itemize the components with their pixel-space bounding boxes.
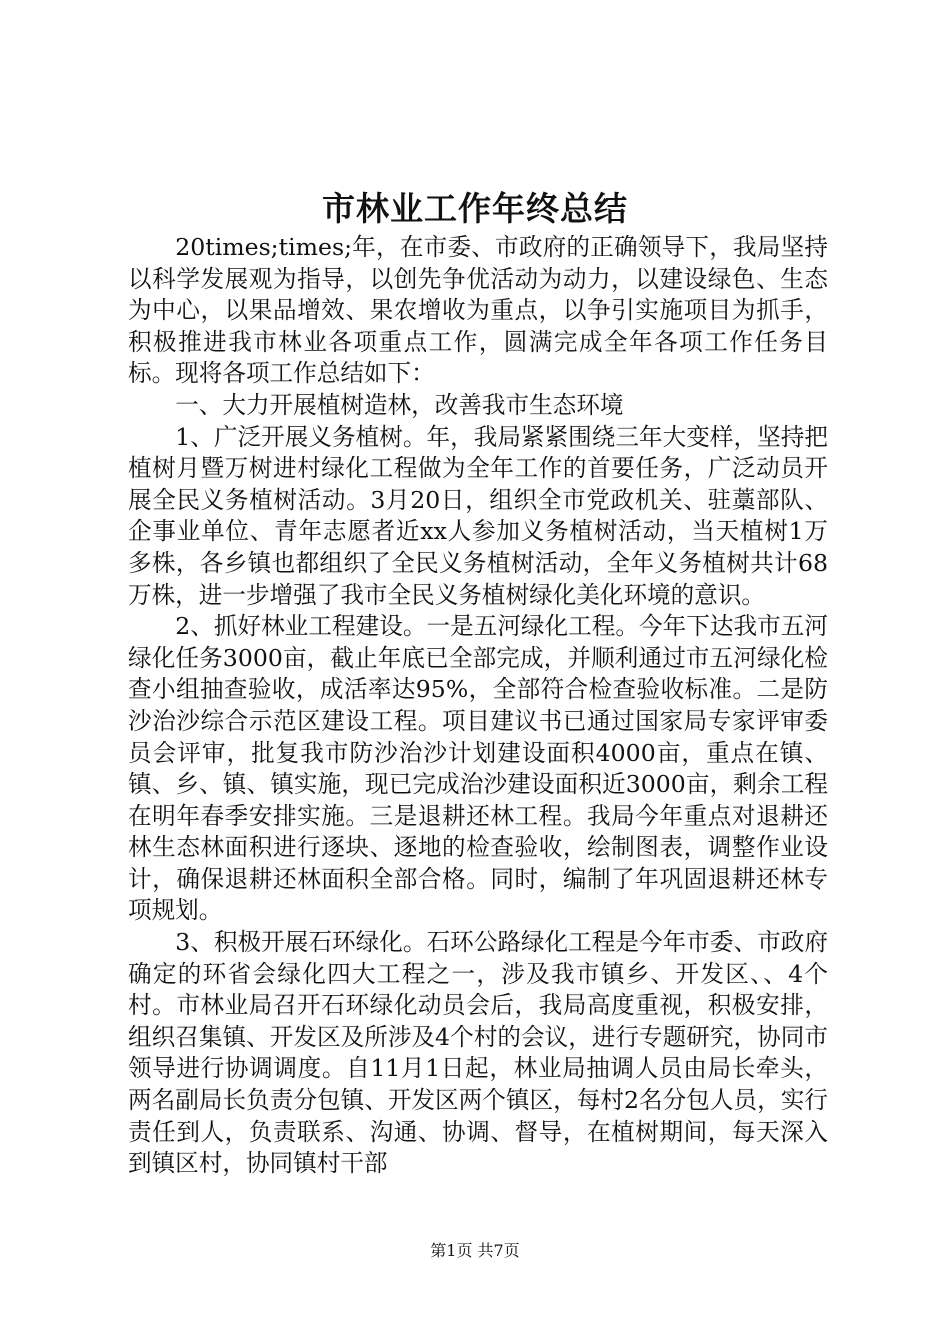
paragraph-forestry-projects: 2、抓好林业工程建设。一是五河绿化工程。今年下达我市五河绿化任务3000亩，截止年底已全部完成，并顺利通过市五河绿化检查小组抽查验收，成活率达95%，全部符合检查验收标准。二是防沙治沙综合示范区建设工程。项目建议书已通过国家局专家评审委员会评审，批复我市防沙治沙计划建设面积4000亩，重点在镇、镇、乡、镇、镇实施，现已完成治沙建设面积近3000亩，剩余工程在明年春季安排实施。三是退耕还林工程。我局今年重点对退耕还林生态林面积进行逐块、逐地的检查验收，绘制图表，调整作业设计，确保退耕还林面积全部合格。同时，编制了年巩固退耕还林专项规划。 xyxy=(128,612,828,925)
paragraph-intro: 20times;times;年，在市委、市政府的正确领导下，我局坚持以科学发展观为指导，以创先争优活动为动力，以建设绿色、生态为中心，以果品增效、果农增收为重点，以争引实施项目为抓手，积极推进我市林业各项重点工作，圆满完成全年各项工作任务目标。现将各项工作总结如下： xyxy=(128,233,828,388)
document-body xyxy=(128,232,828,1180)
paragraph-ring-road-greening: 3、积极开展石环绿化。石环公路绿化工程是今年市委、市政府确定的环省会绿化四大工程之一，涉及我市镇乡、开发区、、4个村。市林业局召开石环绿化动员会后，我局高度重视，积极安排，组织召集镇、开发区及所涉及4个村的会议，进行专题研究，协同市领导进行协调调度。自11月1日起，林业局抽调人员由局长牵头，两名副局长负责分包镇、开发区两个镇区，每村2名分包人员，实行责任到人，负责联系、沟通、协调、督导，在植树期间，每天深入到镇区村，协同镇村干部 xyxy=(128,928,828,1178)
document-title: 市林业工作年终总结 xyxy=(322,189,628,228)
page-number-footer: 第1页 共7页 xyxy=(430,1241,520,1260)
section-heading-1: 一、大力开展植树造林，改善我市生态环境 xyxy=(175,390,624,419)
paragraph-voluntary-planting: 1、广泛开展义务植树。年，我局紧紧围绕三年大变样，坚持把植树月暨万树进村绿化工程做为全年工作的首要任务，广泛动员开展全民义务植树活动。3月20日，组织全市党政机关、驻藁部队、企事业单位、青年志愿者近xx人参加义务植树活动，当天植树1万多株，各乡镇也都组织了全民义务植树活动，全年义务植树共计68万株，进一步增强了我市全民义务植树绿化美化环境的意识。 xyxy=(128,422,828,609)
